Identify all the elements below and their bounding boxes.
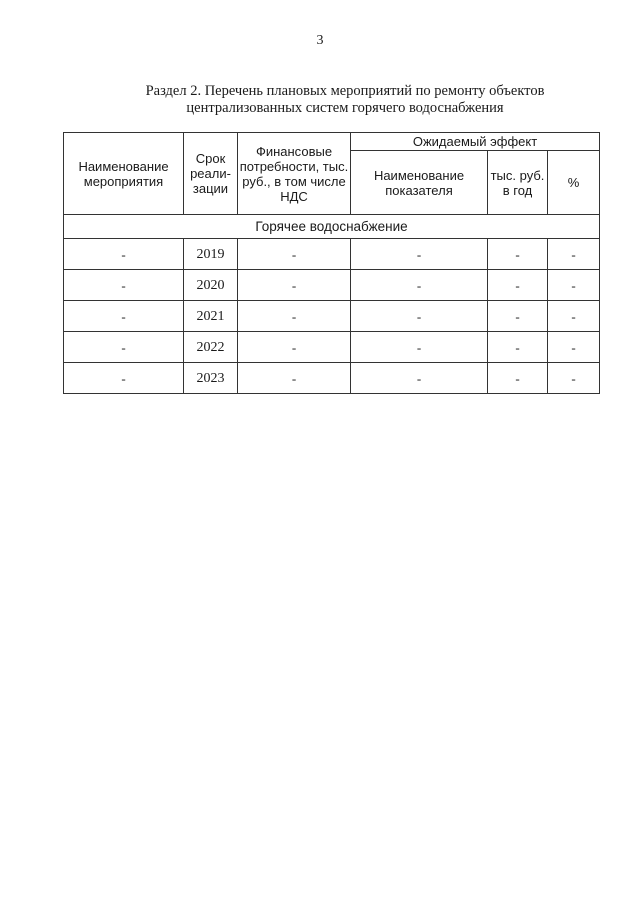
- cell-finance: -: [238, 301, 351, 332]
- cell-year: 2019: [184, 239, 238, 270]
- cell-indicator: -: [351, 363, 488, 394]
- section-title-line-2: централизованных систем горячего водоснабжения: [186, 100, 504, 116]
- page-number: 3: [316, 33, 324, 48]
- cell-year: 2022: [184, 332, 238, 363]
- table-row: [64, 270, 600, 301]
- cell-name: -: [64, 363, 184, 394]
- cell-finance: -: [238, 363, 351, 394]
- cell-indicator: -: [351, 239, 488, 270]
- cell-per-year: -: [488, 270, 548, 301]
- cell-year: 2023: [184, 363, 238, 394]
- header-per-year: тыс. руб. в год: [488, 151, 548, 215]
- cell-year: 2020: [184, 270, 238, 301]
- cell-indicator: -: [351, 270, 488, 301]
- cell-per-year: -: [488, 301, 548, 332]
- cell-finance: -: [238, 270, 351, 301]
- header-percent: %: [548, 151, 600, 215]
- header-finance: Финансовые потребности, тыс. руб., в том числе НДС: [238, 133, 351, 215]
- cell-name: -: [64, 332, 184, 363]
- cell-per-year: -: [488, 332, 548, 363]
- cell-indicator: -: [351, 301, 488, 332]
- cell-indicator: -: [351, 332, 488, 363]
- activities-table: [63, 132, 600, 394]
- cell-percent: -: [548, 332, 600, 363]
- cell-finance: -: [238, 332, 351, 363]
- cell-percent: -: [548, 301, 600, 332]
- table-row: [64, 363, 600, 394]
- header-indicator: Наименование показателя: [351, 151, 488, 215]
- header-expected-effect: Ожидаемый эффект: [351, 133, 600, 151]
- table-row: [64, 332, 600, 363]
- cell-finance: -: [238, 239, 351, 270]
- cell-per-year: -: [488, 239, 548, 270]
- table-row: [64, 239, 600, 270]
- cell-year: 2021: [184, 301, 238, 332]
- cell-name: -: [64, 239, 184, 270]
- cell-per-year: -: [488, 363, 548, 394]
- cell-percent: -: [548, 363, 600, 394]
- header-term: Срок реали-зации: [184, 133, 238, 215]
- cell-name: -: [64, 301, 184, 332]
- table-row: [64, 301, 600, 332]
- header-name: Наименование мероприятия: [64, 133, 184, 215]
- section-title-line-1: Раздел 2. Перечень плановых мероприятий по ремонту объектов: [145, 83, 545, 99]
- cell-percent: -: [548, 270, 600, 301]
- section-row-hot-water: Горячее водоснабжение: [64, 215, 600, 239]
- section-title: [110, 83, 580, 117]
- cell-percent: -: [548, 239, 600, 270]
- cell-name: -: [64, 270, 184, 301]
